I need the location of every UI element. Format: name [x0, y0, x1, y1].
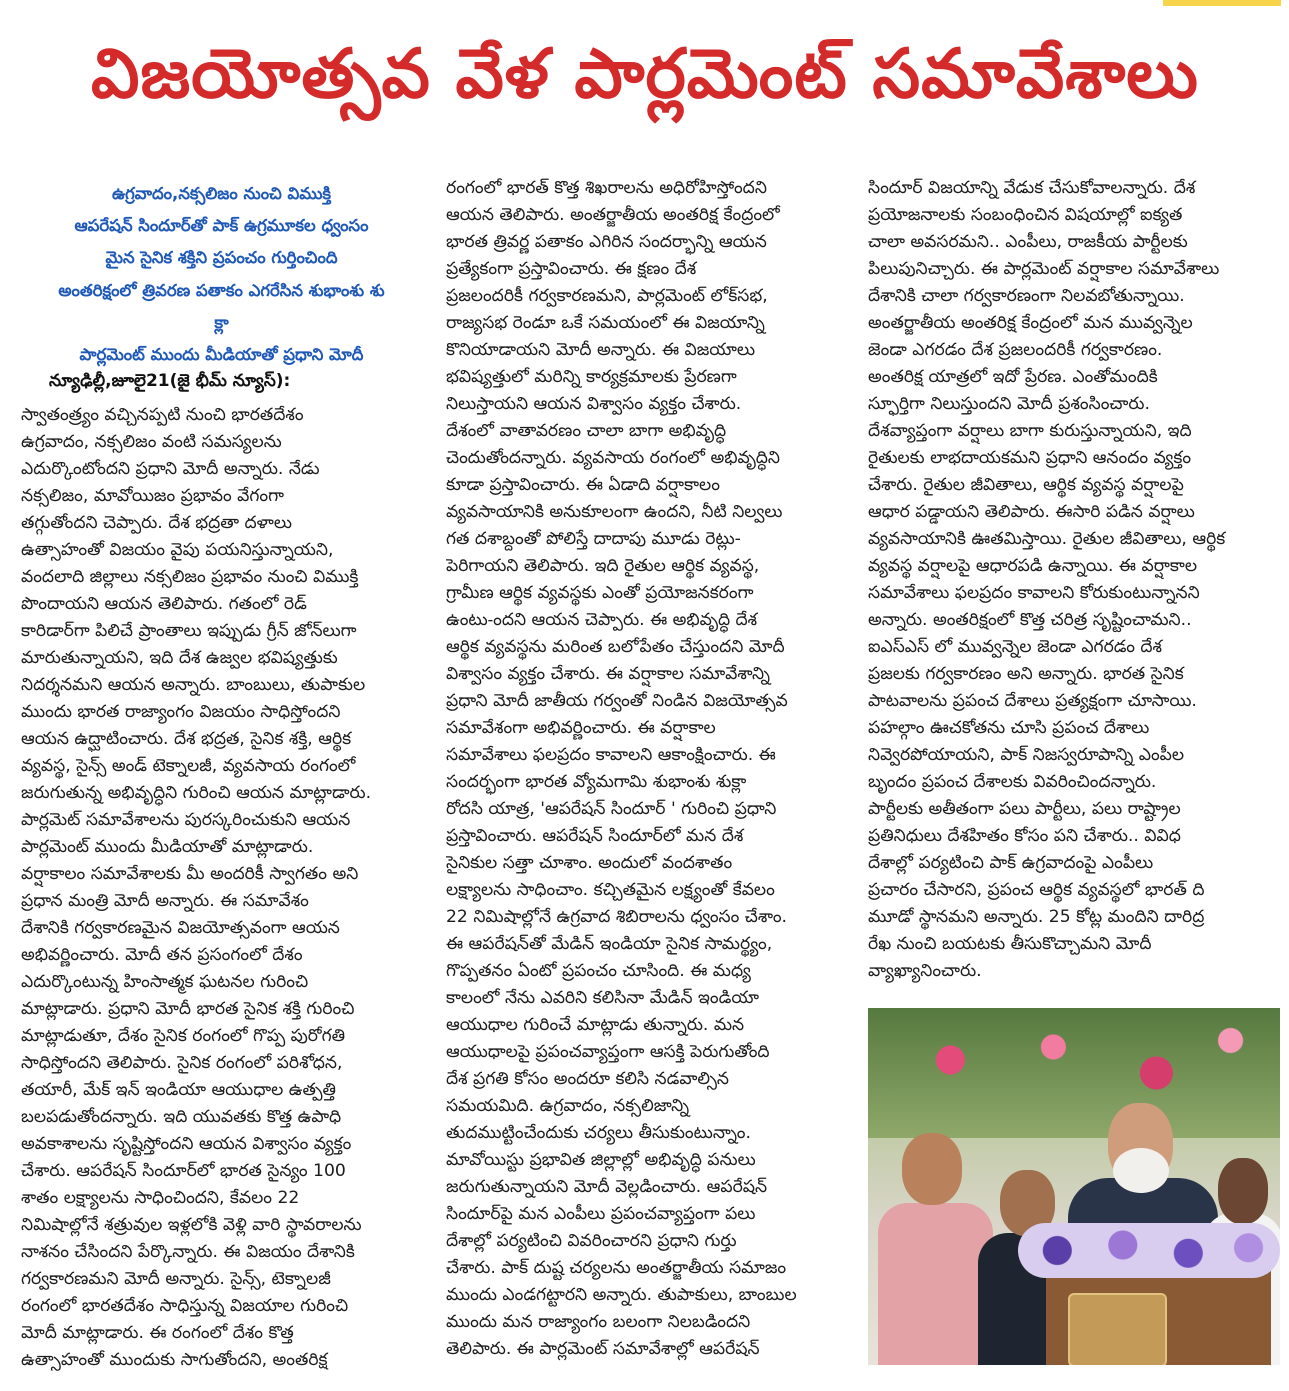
article-line: చెందుతోందన్నారు. వ్యవసాయ రంగంలో అభివృద్ధిని — [446, 448, 780, 468]
article-line: సాధిస్తోందని తెలిపారు. సైనిక రంగంలో పరిశోధన, — [21, 1053, 343, 1073]
article-line: దేశాల్లో పర్యటించి పాక్ ఉగ్రవాదంపై ఎంపీలు — [868, 853, 1154, 873]
article-line: గ్రామీణ ఆర్థిక వ్యవస్థకు ఎంతో ప్రయోజనకరంగా — [446, 583, 754, 603]
article-line: పహల్గాం ఊచకోతను చూసి ప్రపంచ దేశాలు — [868, 718, 1150, 738]
article-line: చేశారు. ఆపరేషన్ సిందూర్‌లో భారత సైన్యం 100 — [21, 1161, 346, 1181]
article-line: వందలాది జిల్లాలు నక్సలిజం ప్రభావం నుంచి విముక్తి — [21, 567, 359, 587]
article-line: ఆయుధాలపై ప్రపంచవ్యాప్తంగా ఆసక్తి పెరుగుతోంది — [446, 1042, 770, 1062]
article-line: కాలంలో నేను ఎవరిని కలిసినా మేడిన్ ఇండియా — [446, 988, 759, 1008]
article-line: ఉంటు-ందని ఆయన చెప్పారు. ఈ అభివృద్ధి దేశ — [446, 610, 758, 630]
article-line: సమావేశంగా అభివర్ణించారు. ఈ వర్షాకాల — [446, 718, 716, 738]
article-line: ప్రజలకు గర్వకారణం అని అన్నారు. భారత సైనిక — [868, 664, 1184, 684]
article-line: మారుతున్నాయని, ఇది దేశ ఉజ్వల భవిష్యత్తుకు — [21, 648, 338, 668]
article-line: సమావేశాలు ఫలప్రదం కావాలని ఆకాంక్షించారు. ఈ — [446, 745, 776, 765]
article-line: గొప్పతనం ఏంటో ప్రపంచం చూసింది. ఈ మధ్య — [446, 961, 751, 981]
article-column-1 — [21, 402, 419, 1387]
article-line: సమయమిది. ఉగ్రవాదం, నక్సలిజాన్ని — [446, 1096, 690, 1116]
flower-backdrop — [868, 1008, 1280, 1138]
article-line: నిమిషాల్లోనే శత్రువుల ఇళ్లలోకి వెళ్లి వారి స్థావరాలను — [21, 1215, 362, 1235]
article-line: రైతులకు లాభదాయకమని ప్రధాని ఆనందం వ్యక్తం — [868, 448, 1192, 468]
article-line: పాటవాలను ప్రపంచ దేశాలు ప్రత్యక్షంగా చూసాయి. — [868, 691, 1197, 711]
article-line: ప్రతినిధులు దేశహితం కోసం పని చేశారు.. వివిధ — [868, 826, 1181, 846]
article-line: పార్టీలకు అతీతంగా పలు పార్టీలు, పలు రాష్ట్రాల — [868, 799, 1181, 819]
article-line: అంతర్జాతీయ అంతరిక్ష కేంద్రంలో మన మువ్వన్నెల — [868, 313, 1193, 333]
subheading-1: ఉగ్రవాదం,నక్సలిజం నుంచి విముక్తి — [111, 184, 332, 203]
article-line: ప్రస్తావించారు. ఆపరేషన్ సిందూర్‌లో మన దేశ — [446, 826, 744, 846]
person-left-head — [902, 1133, 962, 1205]
article-line: ఆధార పడ్డాయని తెలిపారు. ఈసారి పడిన వర్షాలు — [868, 502, 1195, 522]
article-line: సైనికుల సత్తా చూశాం. అందులో వందశాతం — [446, 853, 733, 873]
article-line: ఉత్సాహంతో ముందుకు సాగుతోందని, అంతరిక్ష — [21, 1350, 328, 1370]
article-line: జరుగుతున్నాయని మోదీ వెల్లడించారు. ఆపరేషన్ — [446, 1177, 768, 1197]
subheading-2: ఆపరేషన్ సిందూర్‌తో పాక్ ఉగ్రమూకల ధ్వంసం — [74, 216, 369, 236]
article-line: వ్యాఖ్యానించారు. — [868, 961, 982, 981]
article-line: నిలుస్తాయని ఆయన విశ్వాసం వ్యక్తం చేశారు. — [446, 394, 742, 414]
person-left-body — [878, 1203, 993, 1365]
article-line: పొందాయని ఆయన తెలిపారు. గతంలో రెడ్ — [21, 594, 307, 614]
subheading-5: క్లా — [214, 312, 229, 332]
article-line: బృందం ప్రపంచ దేశాలకు వివరించిందన్నారు. — [868, 772, 1157, 792]
article-line: దేశానికి గర్వకారణమైన విజయోత్సవంగా ఆయన — [21, 918, 340, 938]
article-line: ఆయన ఉద్ఘాటించారు. దేశ భద్రత, సైనిక శక్తి, ఆర్థిక — [21, 729, 352, 749]
article-line: తుదముట్టించేందుకు చర్యలు తీసుకుంటున్నాం. — [446, 1123, 751, 1143]
parliament-emblem — [1068, 1293, 1167, 1365]
article-line: అభివర్ణించారు. మోదీ తన ప్రసంగంలో దేశం — [21, 945, 303, 965]
article-line: రోదసి యాత్ర, 'ఆపరేషన్ సిందూర్ ' గురించి ప్రధాని — [446, 799, 777, 819]
article-line: సిందూర్ విజయాన్ని వేడుక చేసుకోవాలన్నారు. దేశ — [868, 178, 1196, 198]
article-line: తగ్గుతోందని చెప్పారు. దేశ భద్రతా దళాలు — [21, 513, 292, 533]
article-line: నక్సలిజం, మావోయిజం ప్రభావం వేగంగా — [21, 486, 284, 506]
person-speaker-beard — [1113, 1148, 1169, 1193]
article-line: శాతం లక్ష్యాలను సాధించిందని, కేవలం 22 — [21, 1188, 300, 1208]
article-line: మాట్లాడారు. ప్రధాని మోదీ భారత సైనిక శక్తి గురించి — [21, 999, 355, 1019]
article-line: ప్రచారం చేసారని, ప్రపంచ ఆర్థిక వ్యవస్థలో భారత్ ది — [868, 880, 1205, 900]
article-line: మోదీ మాట్లాడారు. ఈ రంగంలో దేశం కొత్త — [21, 1323, 294, 1343]
article-line: మావోయిస్టు ప్రభావిత జిల్లాల్లో అభివృద్ధి పనులు — [446, 1150, 756, 1170]
article-line: భారత త్రివర్ణ పతాకం ఎగిరిన సందర్భాన్ని ఆయన — [446, 232, 767, 252]
article-line: తయారీ, మేక్ ఇన్ ఇండియా ఆయుధాల ఉత్పత్తి — [21, 1080, 336, 1100]
article-line: నివ్వెరపోయాయని, పాక్ నిజస్వరూపాన్ని ఎంపీల — [868, 745, 1185, 765]
article-line: లక్ష్యాలను సాధించాం. కచ్చితమైన లక్ష్యంతో కేవలం — [446, 880, 775, 900]
article-line: మూడో స్థానమని అన్నారు. 25 కోట్ల మందిని దారిద్ర — [868, 907, 1205, 927]
article-line: వర్షాకాలం సమావేశాలకు మీ అందరికీ స్వాగతం అని — [21, 864, 359, 884]
article-line: ప్రత్యేకంగా ప్రస్తావించారు. ఈ క్షణం దేశ — [446, 259, 697, 279]
article-line: చేశారు. రైతుల జీవితాలు, ఆర్థిక వ్యవస్థ వర్షాలపై — [868, 475, 1184, 495]
article-line: రంగంలో భారత్ కొత్త శిఖరాలను అధిరోహిస్తోందని — [446, 178, 767, 198]
article-line: ఉత్సాహంతో విజయం వైపు పయనిస్తున్నాయని, — [21, 540, 334, 560]
article-line: వ్యవసాయానికి అనుకూలంగా ఉందని, నీటి నిల్వలు — [446, 502, 783, 522]
subheadings — [14, 178, 429, 371]
article-line: తెలిపారు. ఈ పార్లమెంట్ సమావేశాల్లో ఆపరేషన్ — [446, 1339, 760, 1359]
article-line: కారిడార్‌గా పిలిచే ప్రాంతాలు ఇప్పుడు గ్రీన్ జోన్‌లుగా — [21, 621, 357, 641]
article-line: స్వాతంత్ర్యం వచ్చినప్పటి నుంచి భారతదేశం — [21, 405, 304, 425]
article-line: రంగంలో భారతదేశం సాధిస్తున్న విజయాల గురించి — [21, 1296, 349, 1316]
subheading-6: పార్లమెంట్ ముందు మీడియాతో ప్రధాని మోదీ — [79, 345, 364, 365]
podium-flowers — [1018, 1223, 1280, 1278]
article-line: రేఖ నుంచి బయటకు తీసుకొచ్చామని మోదీ — [868, 934, 1152, 954]
article-line: సమావేశాలు ఫలప్రదం కావాలని కోరుకుంటున్నానని — [868, 583, 1200, 603]
article-line: 22 నిమిషాల్లోనే ఉగ్రవాద శిబిరాలను ధ్వంసం చేశాం. — [446, 907, 788, 927]
article-line: చాలా అవసరమని.. ఎంపీలు, రాజకీయ పార్టీలకు — [868, 232, 1188, 252]
article-line: వ్యవస్థ వర్షాలపై ఆధారపడి ఉన్నాయి. ఈ వర్షాకాల — [868, 556, 1198, 576]
corner-tag — [1163, 0, 1281, 6]
article-line: జెండా ఎగరడం దేశ ప్రజలందరికీ గర్వకారణం. — [868, 340, 1163, 360]
dateline: న్యూఢిల్లీ,జూలై21(జై భీమ్ న్యూస్): — [49, 371, 291, 391]
article-line: గత దశాబ్దంతో పోలిస్తే దాదాపు మూడు రెట్లు- — [446, 529, 741, 549]
article-line: సందర్భంగా భారత వ్యోమగామి శుభాంశు శుక్లా — [446, 772, 747, 792]
article-line: దేశాల్లో పర్యటించి వివరించారని ప్రధాని గుర్తు — [446, 1231, 737, 1251]
article-line: దేశ ప్రగతి కోసం అందరూ కలిసి నడవాల్సిన — [446, 1069, 729, 1089]
article-line: ముందు భారత రాజ్యాంగం విజయం సాధిస్తోందని — [21, 702, 341, 722]
article-line: నిదర్శనమని ఆయన అన్నారు. బాంబులు, తుపాకుల — [21, 675, 366, 695]
article-line: అన్నారు. అంతరిక్షంలో కొత్త చరిత్ర సృష్టించామని.. — [868, 610, 1192, 630]
article-line: అంతరిక్ష యాత్రలో ఇదో ప్రేరణ. ఎంతోమందికి — [868, 367, 1158, 387]
article-line: చేశారు. పాక్ దుష్ట చర్యలను అంతర్జాతీయ సమాజం — [446, 1258, 787, 1278]
article-line: స్ఫూర్తిగా నిలుస్తుందని మోదీ ప్రశంసించారు. — [868, 394, 1150, 414]
article-line: జరుగుతున్న అభివృద్ధిని గురించి ఆయన మాట్లాడారు. — [21, 783, 372, 803]
article-column-2 — [446, 175, 843, 1387]
article-line: కూడా ప్రస్తావించారు. ఈ ఏడాది వర్షాకాలం — [446, 475, 720, 495]
article-line: సిందూర్‌పై మన ఎంపీలు ప్రపంచవ్యాప్తంగా పలు — [446, 1204, 756, 1224]
article-line: విశ్వాసం వ్యక్తం చేశారు. ఈ వర్షాకాల సమావేశాన్ని — [446, 664, 770, 684]
article-line: భవిష్యత్తులో మరిన్ని కార్యక్రమాలకు ప్రేరణగా — [446, 367, 737, 387]
subheading-3: మైన సైనిక శక్తిని ప్రపంచం గుర్తించింది — [105, 248, 338, 268]
article-line: ఆర్థిక వ్యవస్థను మరింత బలోపేతం చేస్తుందని మోదీ — [446, 637, 785, 657]
article-line: దేశవ్యాప్తంగా వర్షాలు బాగా కురుస్తున్నాయని, ఇది — [868, 421, 1192, 441]
article-line: దేశానికి చాలా గర్వకారణంగా నిలవబోతున్నాయి. — [868, 286, 1185, 306]
article-line: కొనియాడాయని మోదీ అన్నారు. ఈ విజయాలు — [446, 340, 756, 360]
article-line: ప్రధాన మంత్రి మోదీ అన్నారు. ఈ సమావేశం — [21, 891, 309, 911]
article-line: దేశంలో వాతావరణం చాలా బాగా అభివృద్ధి — [446, 421, 727, 441]
article-line: బలపడుతోందన్నారు. ఇది యువతకు కొత్త ఉపాధి — [21, 1107, 342, 1127]
article-line: పార్లమెంట్ ముందు మీడియాతో మాట్లాడారు. — [21, 837, 314, 857]
article-line: ప్రజలందరికీ గర్వకారణమని, పార్లమెంట్ లోక్‌సభ, — [446, 286, 768, 306]
article-line: పెరిగాయని తెలిపారు. ఇది రైతుల ఆర్థిక వ్యవస్థ, — [446, 556, 760, 576]
article-line: ఐఎస్ఎస్ లో మువ్వన్నెల జెండా ఎగరడం దేశ — [868, 637, 1162, 657]
article-column-3 — [868, 175, 1280, 990]
article-line: పిలుపునిచ్చారు. ఈ పార్లమెంట్ వర్షాకాల సమావేశాలు — [868, 259, 1220, 279]
article-line: పార్లమెట్ సమావేశాలను పురస్కరించుకుని ఆయన — [21, 810, 351, 830]
article-line: ఉగ్రవాదం, నక్సలిజం వంటి సమస్యలను — [21, 432, 282, 452]
article-line: రాజ్యసభ రెండూ ఒకే సమయంలో ఈ విజయాన్ని — [446, 313, 765, 333]
article-line: ప్రయోజనాలకు సంబంధించిన విషయాల్లో ఐక్యత — [868, 205, 1183, 225]
article-line: ముందు మన రాజ్యాంగం బలంగా నిలబడిందని — [446, 1312, 751, 1332]
article-line: ఎదుర్కొంటోందని ప్రధాని మోదీ అన్నారు. నేడు — [21, 459, 320, 479]
article-line: ముందు ఎండగట్టారని అన్నారు. తుపాకులు, బాంబుల — [446, 1285, 797, 1305]
article-line: ఎదుర్కొంటున్న హింసాత్మక ఘటనల గురించి — [21, 972, 309, 992]
article-line: మాట్లాడుతూ, దేశం సైనిక రంగంలో గొప్ప పురోగతి — [21, 1026, 346, 1046]
headline: విజయోత్సవ వేళ పార్లమెంట్ సమావేశాలు — [91, 34, 1199, 114]
news-photo — [868, 1008, 1280, 1365]
article-line: ఆయన తెలిపారు. అంతర్జాతీయ అంతరిక్ష కేంద్రంలో — [446, 205, 780, 225]
article-line: ఈ ఆపరేషన్‌తో మేడిన్ ఇండియా సైనిక సామర్థ్యం, — [446, 934, 773, 954]
article-line: ప్రధాని మోదీ జాతీయ గర్వంతో నిండిన విజయోత్సవ — [446, 691, 788, 711]
article-line: గర్వకారణమని మోదీ అన్నారు. సైన్స్, టెక్నాలజీ — [21, 1269, 331, 1289]
article-line: వ్యవస్థ, సైన్స్ అండ్ టెక్నాలజీ, వ్యవసాయ రంగంలో — [21, 756, 356, 776]
article-line: వ్యవసాయానికి ఊతమిస్తాయి. రైతుల జీవితాలు, ఆర్థిక — [868, 529, 1226, 549]
subheading-4: అంతరిక్షంలో త్రివరణ పతాకం ఎగరేసిన శుభాంశు శు — [58, 280, 385, 300]
article-line: అవకాశాలను సృష్టిస్తోందని ఆయన విశ్వాసం వ్యక్తం — [21, 1134, 352, 1154]
person-right-head — [1218, 1158, 1268, 1224]
article-line: ఆయుధాల గురించే మాట్లాడు తున్నారు. మన — [446, 1015, 745, 1035]
article-line: నాశనం చేసిందని పేర్కొన్నారు. ఈ విజయం దేశానికి — [21, 1242, 355, 1262]
